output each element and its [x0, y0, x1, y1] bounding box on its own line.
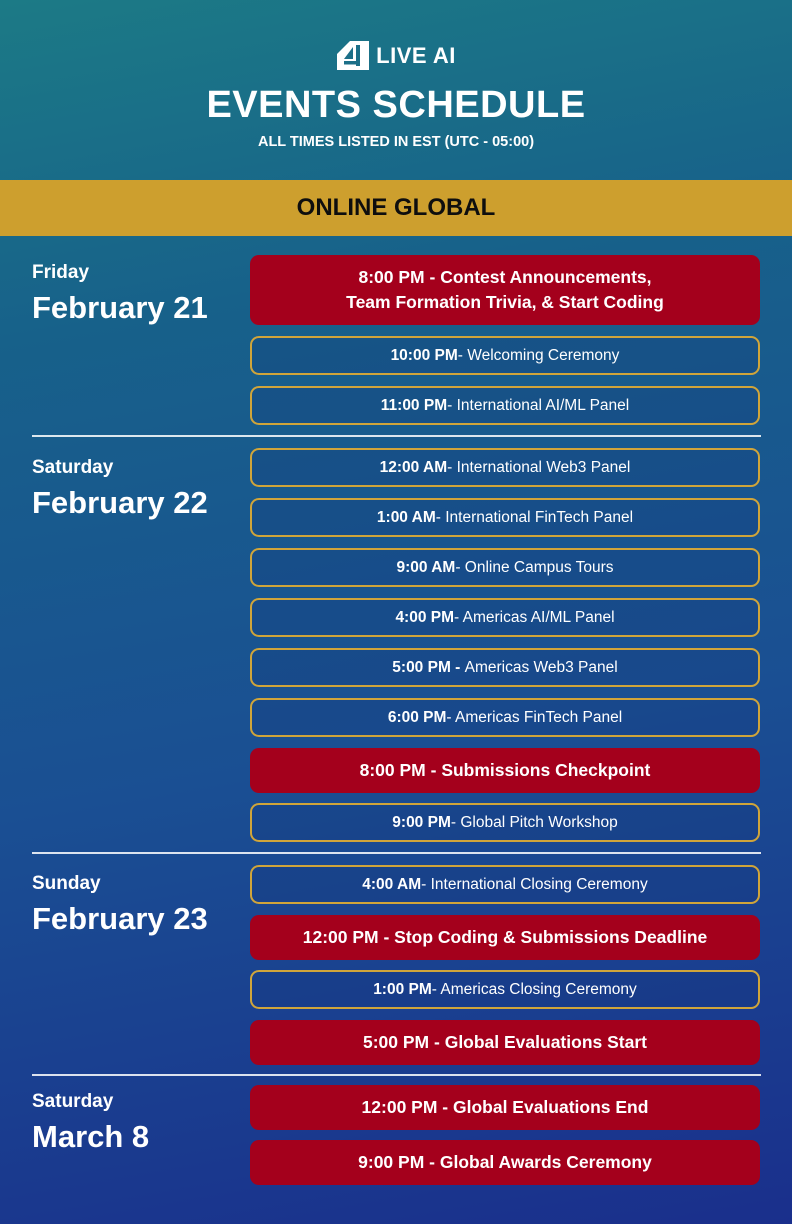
event-item [250, 1140, 760, 1185]
day-weekday: Saturday [32, 457, 114, 478]
event-desc: - International FinTech Panel [435, 508, 634, 526]
event-item [250, 648, 760, 687]
event-desc: - Americas AI/ML Panel [454, 608, 615, 626]
event-time: 5:00 PM - [392, 658, 465, 676]
event-item [250, 255, 760, 325]
event-desc: Stop Coding & Submissions Deadline [394, 927, 708, 947]
event-desc: Global Evaluations Start [444, 1032, 647, 1052]
event-time: 4:00 AM [362, 875, 422, 893]
event-time: 9:00 PM [392, 813, 451, 831]
event-time: 9:00 AM [396, 558, 456, 576]
event-desc: Global Awards Ceremony [439, 1152, 652, 1172]
event-item [250, 1085, 760, 1130]
event-desc: - Americas FinTech Panel [446, 708, 623, 726]
page-title: EVENTS SCHEDULE [206, 84, 586, 126]
event-item [250, 1020, 760, 1065]
event-item [250, 803, 760, 842]
event-item [250, 865, 760, 904]
event-time: 12:00 PM - [302, 927, 395, 947]
day-heading [32, 873, 208, 937]
event-time: 10:00 PM [390, 346, 458, 364]
event-desc: - Americas Closing Ceremony [431, 980, 637, 998]
day-heading [32, 1091, 149, 1155]
event-desc: - Welcoming Ceremony [457, 346, 620, 364]
day-heading [32, 457, 208, 521]
event-desc: - Online Campus Tours [455, 558, 614, 576]
event-desc: - Global Pitch Workshop [450, 813, 618, 831]
event-desc: Submissions Checkpoint [441, 760, 651, 780]
day-weekday: Friday [32, 262, 90, 283]
event-item [250, 915, 760, 960]
event-time: 9:00 PM - [358, 1152, 440, 1172]
event-item [250, 548, 760, 587]
event-item [250, 448, 760, 487]
header [0, 0, 792, 180]
section-band [0, 180, 792, 236]
day-weekday: Sunday [32, 873, 101, 894]
event-item [250, 598, 760, 637]
event-time: 1:00 PM [373, 980, 432, 998]
section-title: ONLINE GLOBAL [296, 194, 496, 221]
event-desc: - International Web3 Panel [447, 458, 631, 476]
divider [32, 1074, 761, 1076]
divider [32, 435, 761, 437]
day-date: February 23 [32, 901, 208, 936]
event-desc: Global Evaluations End [452, 1097, 649, 1117]
event-desc: Contest Announcements, Team Formation Trivia, & Start Coding [346, 266, 664, 312]
divider [32, 852, 761, 854]
event-time: 8:00 PM - [359, 760, 442, 780]
logo [0, 40, 792, 71]
day-date: February 21 [32, 290, 208, 325]
event-time: 11:00 PM [380, 396, 448, 414]
event-item [250, 498, 760, 537]
event-item [250, 698, 760, 737]
event-desc: - International AI/ML Panel [447, 396, 630, 414]
event-time: 8:00 PM - [358, 266, 441, 287]
event-time: 4:00 PM [395, 608, 455, 626]
event-item [250, 970, 760, 1009]
timezone-note: ALL TIMES LISTED IN EST (UTC - 05:00) [257, 134, 535, 150]
day-weekday: Saturday [32, 1091, 114, 1112]
event-time: 1:00 AM [376, 508, 436, 526]
day-date: March 8 [32, 1119, 150, 1154]
event-time: 5:00 PM - [363, 1032, 445, 1052]
event-time: 12:00 AM [379, 458, 448, 476]
day-date: February 22 [32, 485, 208, 520]
event-item [250, 386, 760, 425]
event-desc: - International Closing Ceremony [421, 875, 648, 893]
event-time: 12:00 PM - [361, 1097, 453, 1117]
event-item [250, 336, 760, 375]
event-desc: Americas Web3 Panel [464, 658, 618, 676]
day-heading [32, 262, 208, 326]
live-ai-logo-icon [336, 40, 370, 71]
logo-text: LIVE AI [376, 42, 456, 68]
event-time: 6:00 PM [387, 708, 447, 726]
event-item [250, 748, 760, 793]
